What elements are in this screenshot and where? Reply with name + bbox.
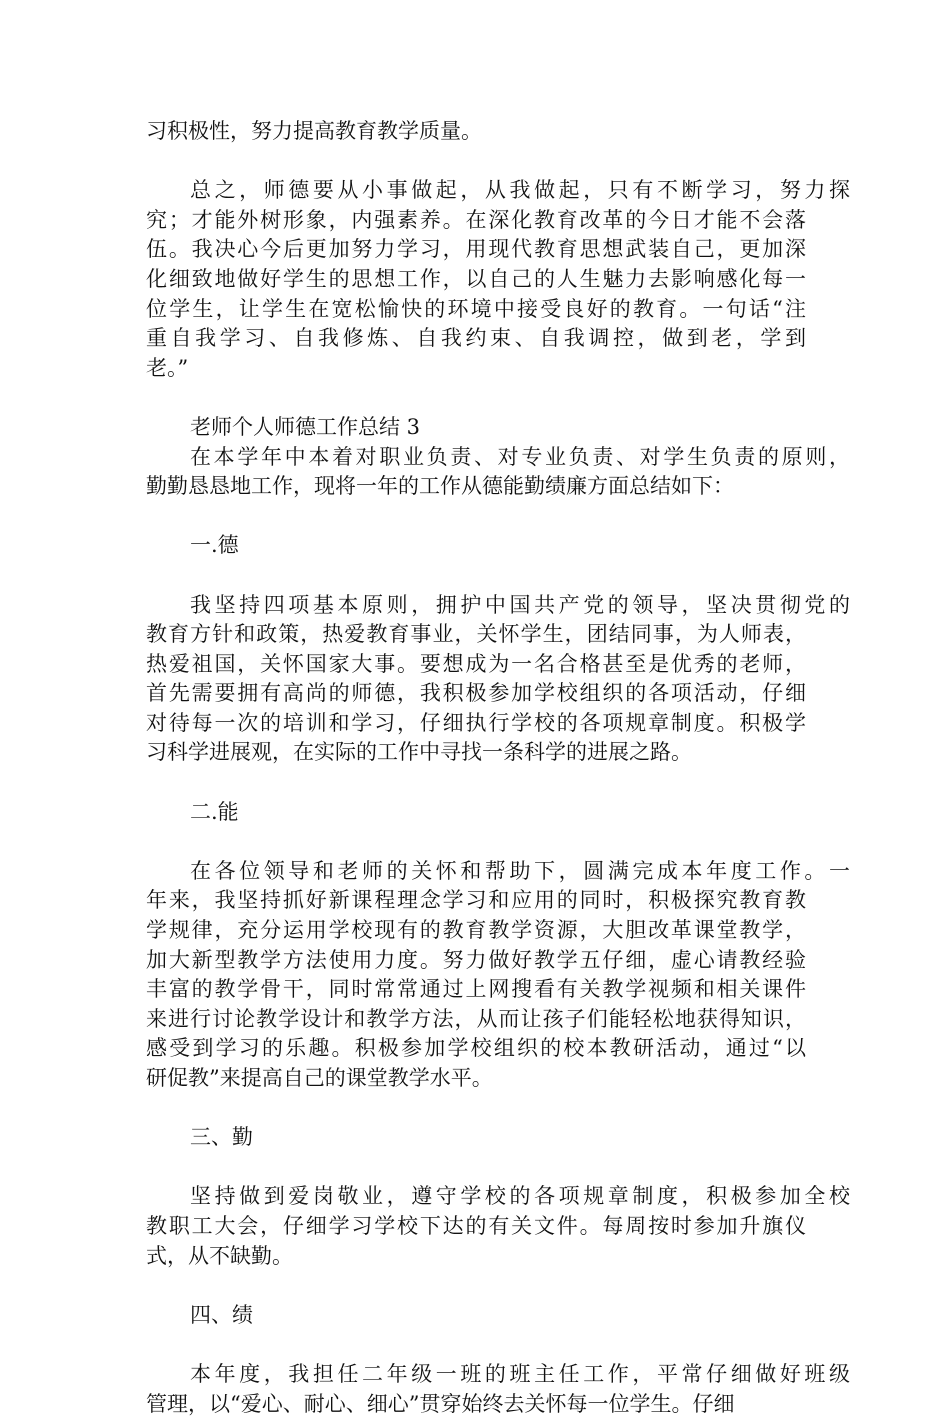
paragraph-line: 伍。我决心今后更加努力学习，用现代教育思想武装自己，更加深 — [146, 237, 806, 262]
blank-line — [146, 768, 806, 798]
paragraph — [146, 443, 850, 502]
paragraph-line: 化细致地做好学生的思想工作，以自己的人生魅力去影响感化每一 — [146, 266, 806, 291]
paragraph-line: 管理，以“爱心、耐心、细心”贯穿始终去关怀每一位学生。仔细 — [146, 1391, 735, 1416]
paragraph — [146, 1360, 850, 1419]
blank-line — [146, 1271, 806, 1301]
paragraph-line: 习积极性，努力提高教育教学质量。 — [146, 119, 482, 143]
section-heading — [146, 531, 806, 561]
paragraph-line: 对待每一次的培训和学习，仔细执行学校的各项规章制度。积极学 — [146, 710, 806, 735]
paragraph-line: 本年度，我担任二年级一班的班主任工作，平常仔细做好班级 — [190, 1361, 850, 1386]
paragraph-line: 老。” — [146, 355, 189, 380]
paragraph — [146, 117, 806, 147]
paragraph-line: 坚持做到爱岗敬业，遵守学校的各项规章制度，积极参加全校 — [190, 1184, 850, 1209]
paragraph-line: 在各位领导和老师的关怀和帮助下，圆满完成本年度工作。一 — [190, 858, 850, 883]
paragraph-line: 位学生，让学生在宽松愉快的环境中接受良好的教育。一句话“注 — [146, 296, 806, 321]
heading-text: 四、绩 — [190, 1302, 253, 1327]
paragraph-line: 教职工大会，仔细学习学校下达的有关文件。每周按时参加升旗仪 — [146, 1213, 806, 1238]
heading-text: 一.德 — [190, 533, 239, 558]
paragraph-line: 首先需要拥有高尚的师德，我积极参加学校组织的各项活动，仔细 — [146, 681, 806, 706]
blank-line — [146, 502, 806, 532]
paragraph-line: 感受到学习的乐趣。积极参加学校组织的校本教研活动，通过“以 — [146, 1036, 806, 1061]
blank-line — [146, 1330, 806, 1360]
section-heading — [146, 413, 806, 443]
paragraph-line: 总之，师德要从小事做起，从我做起，只有不断学习，努力探 — [190, 178, 850, 203]
paragraph-line: 教育方针和政策，热爱教育事业，关怀学生，团结同事，为人师表， — [146, 622, 806, 647]
paragraph-line: 年来，我坚持抓好新课程理念学习和应用的同时，积极探究教育教 — [146, 888, 806, 913]
blank-line — [146, 827, 806, 857]
paragraph — [146, 1182, 850, 1271]
section-heading — [146, 798, 806, 828]
paragraph-line: 学规律，充分运用学校现有的教育教学资源，大胆改革课堂教学， — [146, 918, 806, 943]
heading-text: 二.能 — [190, 799, 239, 824]
blank-line — [146, 1094, 806, 1124]
paragraph-line: 勤勤恳恳地工作，现将一年的工作从德能勤绩廉方面总结如下： — [146, 474, 734, 499]
paragraph-line: 习科学进展观，在实际的工作中寻找一条科学的进展之路。 — [146, 740, 692, 765]
paragraph-line: 我坚持四项基本原则，拥护中国共产党的领导，坚决贯彻党的 — [190, 592, 850, 617]
blank-line — [146, 147, 806, 177]
blank-line — [146, 1153, 806, 1183]
paragraph-line: 来进行讨论教学设计和教学方法，从而让孩子们能轻松地获得知识， — [146, 1006, 806, 1031]
paragraph-line: 究；才能外树形象，内强素养。在深化教育改革的今日才能不会落 — [146, 207, 806, 232]
document-body — [146, 117, 850, 1419]
paragraph-line: 重自我学习、自我修炼、自我约束、自我调控，做到老，学到 — [146, 326, 806, 351]
section-heading — [146, 1301, 806, 1331]
blank-line — [146, 561, 806, 591]
blank-line — [146, 383, 806, 413]
paragraph-line: 热爱祖国，关怀国家大事。要想成为一名合格甚至是优秀的老师， — [146, 651, 806, 676]
paragraph-line: 研促教”来提高自己的课堂教学水平。 — [146, 1066, 493, 1090]
paragraph-line: 式，从不缺勤。 — [146, 1243, 293, 1268]
paragraph-line: 加大新型教学方法使用力度。努力做好教学五仔细，虚心请教经验 — [146, 947, 806, 972]
paragraph — [146, 176, 850, 383]
paragraph — [146, 591, 850, 769]
paragraph-line: 在本学年中本着对职业负责、对专业负责、对学生负责的原则， — [190, 444, 850, 469]
heading-text: 老师个人师德工作总结 3 — [190, 414, 421, 439]
heading-text: 三、勤 — [190, 1125, 253, 1150]
section-heading — [146, 1123, 806, 1153]
paragraph — [146, 857, 850, 1094]
paragraph-line: 丰富的教学骨干，同时常常通过上网搜看有关教学视频和相关课件 — [146, 977, 806, 1002]
